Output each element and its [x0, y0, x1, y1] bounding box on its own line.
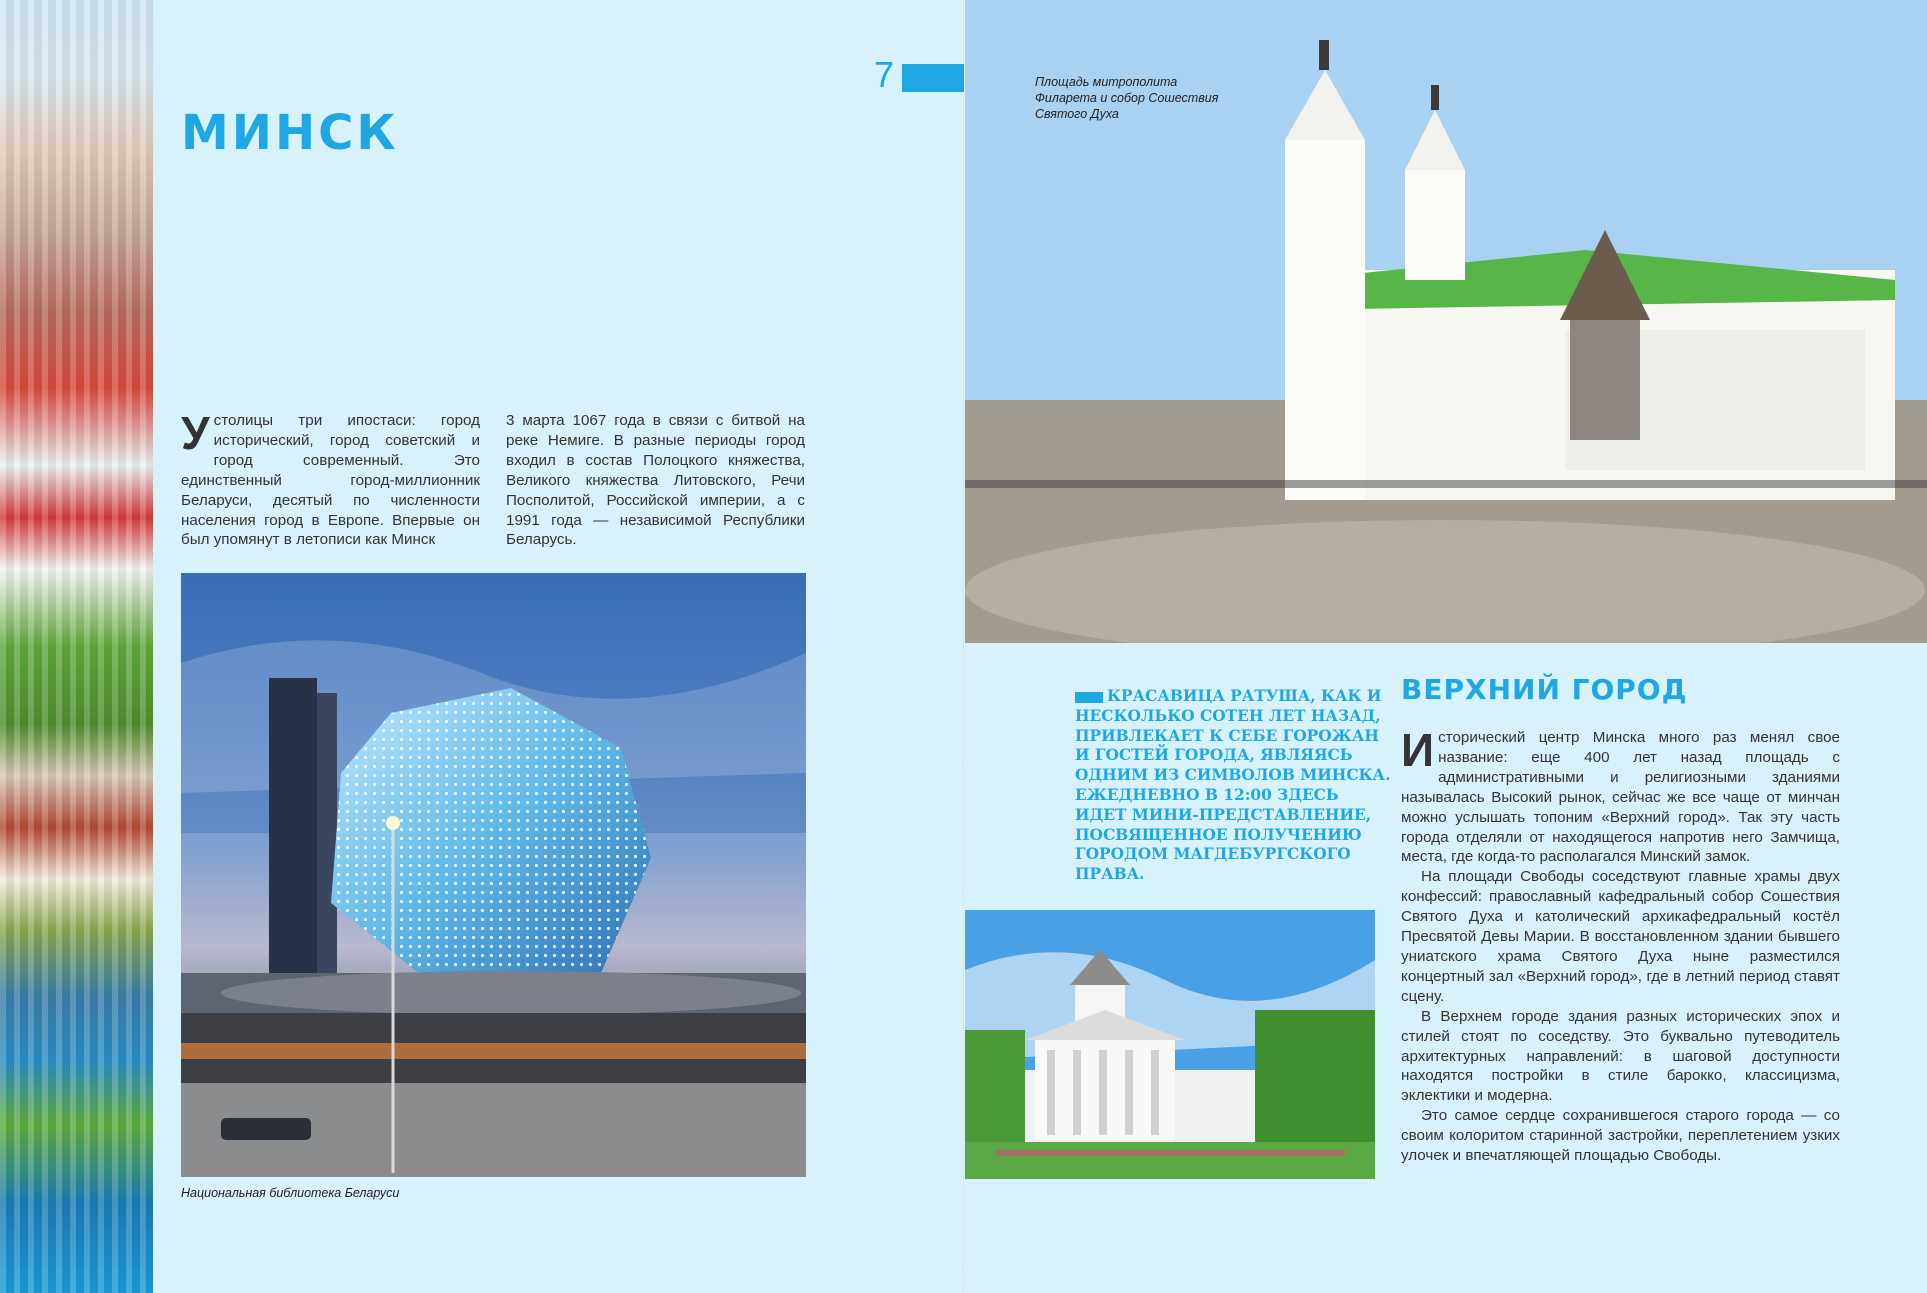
cathedral-caption: Площадь митрополита Филарета и собор Сошествия Святого Духа [1035, 75, 1219, 121]
section-paragraph-2: На площади Свободы соседствуют главные храмы двух конфессий: православный кафедральный собор Сошествия Святого Духа и католический архикафедральный костёл Пресвятой Девы Марии. В восстановленном здании бывшего униатского храма Святого Духа ныне разместился концертный зал «Верхний город», где в летний период ставят сцену. [1401, 868, 1840, 1005]
intro-column-1 [181, 407, 480, 550]
town-hall-photo [965, 910, 1375, 1179]
pull-quote [1075, 687, 1395, 885]
town-hall-illustration [965, 910, 1375, 1179]
section-paragraph-3: В Верхнем городе здания разных исторических эпох и стилей стоят по соседству. Это буквально путеводитель архитектурных направлений: в шаговой доступности находятся постройки в стиле барокко, классицизма, эклектики и модерна. [1401, 1007, 1840, 1105]
section-dropcap: И [1401, 724, 1435, 776]
page-title: МИНСК [181, 105, 399, 161]
intro-text-2: 3 марта 1067 года в связи с битвой на реке Немиге. В разные периоды город входил в состав Полоцкого княжества, Великого княжества Литовского, Речи Посполитой, Российской империи, а с 1991 года — независимой Республики Беларусь. [506, 412, 805, 549]
strip-texture [0, 0, 153, 1293]
page-number: 7 [874, 54, 895, 95]
dropcap: У [181, 407, 210, 459]
section-column [1401, 724, 1840, 1166]
section-paragraph-4: Это самое сердце сохранившегося старого города — со своим колоритом старинной застройки, переплетением узких улочек и впечатляющей площадью Свободы. [1401, 1107, 1840, 1165]
intro-text-1: столицы три ипостаси: город исторический, город советский и город современный. Это единственный город-миллионник Беларуси, десятый по численности населения город в Европе. Впервые он был упомянут в летописи как Минск [181, 412, 480, 549]
quote-text: КРАСАВИЦА РАТУША, КАК И НЕСКОЛЬКО СОТЕН ЛЕТ НАЗАД, ПРИВЛЕКАЕТ К СЕБЕ ГОРОЖАН И ГОСТЕЙ ГОРОДА, ЯВЛЯЯСЬ ОДНИМ ИЗ СИМВОЛОВ МИНСКА. ЕЖЕДНЕВНО В 12:00 ЗДЕСЬ ИДЕТ МИНИ-ПРЕДСТАВЛЕНИЕ, ПОСВЯЩЕННОЕ ПОЛУЧЕНИЮ ГОРОДОМ МАГДЕБУРГСКОГО ПРАВА. [1075, 687, 1391, 884]
library-caption: Национальная библиотека Беларуси [181, 1186, 400, 1200]
section-title: ВЕРХНИЙ ГОРОД [1401, 673, 1688, 706]
library-photo [181, 573, 806, 1177]
quote-marker [1075, 692, 1103, 703]
intro-column-2 [506, 411, 805, 550]
page-number-bar [902, 64, 964, 92]
section-paragraph-1 [1401, 724, 1840, 867]
library-illustration [181, 573, 806, 1177]
city-panorama-strip [0, 0, 153, 1293]
section-text-1: сторический центр Минска много раз менял свое название: еще 400 лет назад площадь с административными и религиозными зданиями называлась Высокий рынок, сейчас же все чаще от минчан можно услышать топоним «Верхний город». Так эту часть города отделяли от находящегося напротив него Замчища, места, где когда-то располагался Минский замок. [1401, 729, 1840, 866]
